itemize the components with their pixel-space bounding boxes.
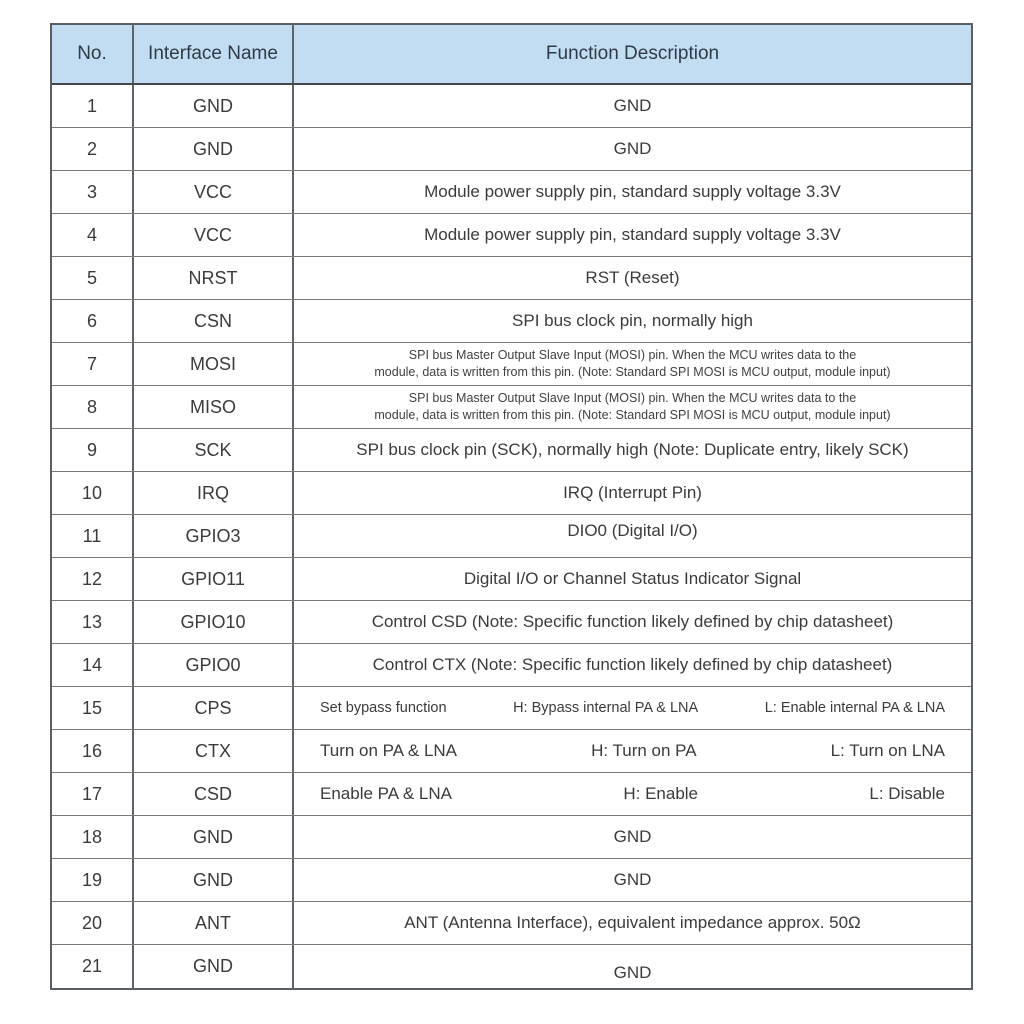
interface-name-cell: VCC xyxy=(134,214,294,256)
pin-number-cell: 10 xyxy=(52,472,134,514)
description-line: SPI bus Master Output Slave Input (MOSI) pin. When the MCU writes data to the xyxy=(408,391,857,406)
pin-number-cell: 5 xyxy=(52,257,134,299)
function-description-cell: SPI bus clock pin, normally high xyxy=(512,311,753,331)
function-description-cell xyxy=(294,730,971,772)
interface-name-cell: GND xyxy=(134,816,294,858)
description-segment: H: Turn on PA xyxy=(591,741,697,761)
pin-number-cell: 6 xyxy=(52,300,134,342)
pin-number-cell: 2 xyxy=(52,128,134,170)
interface-name-cell: GND xyxy=(134,859,294,901)
function-description-cell: Control CTX (Note: Specific function likely defined by chip datasheet) xyxy=(372,655,893,675)
description-line: SPI bus Master Output Slave Input (MOSI) pin. When the MCU writes data to the xyxy=(408,348,857,363)
pin-number-cell: 21 xyxy=(52,945,134,988)
table-row xyxy=(52,773,971,816)
function-description-cell: Control CSD (Note: Specific function likely defined by chip datasheet) xyxy=(371,612,894,632)
table-row xyxy=(52,859,971,902)
table-row xyxy=(52,85,971,128)
pin-number-cell: 3 xyxy=(52,171,134,213)
pin-function-table xyxy=(50,23,973,990)
pin-number-cell: 14 xyxy=(52,644,134,686)
interface-name-cell: CSD xyxy=(134,773,294,815)
function-description-cell: GND xyxy=(613,139,652,159)
interface-name-cell: MOSI xyxy=(134,343,294,385)
header-no: No. xyxy=(52,25,134,83)
table-row xyxy=(52,343,971,386)
pin-number-cell: 16 xyxy=(52,730,134,772)
function-description-cell: SPI bus clock pin (SCK), normally high (Note: Duplicate entry, likely SCK) xyxy=(356,440,909,460)
header-description: Function Description xyxy=(545,43,720,65)
pin-number-cell: 7 xyxy=(52,343,134,385)
table-row xyxy=(52,128,971,171)
pin-number-cell: 11 xyxy=(52,515,134,557)
pin-number-cell: 8 xyxy=(52,386,134,428)
pin-number-cell: 9 xyxy=(52,429,134,471)
interface-name-cell: GPIO3 xyxy=(134,515,294,557)
description-line: module, data is written from this pin. (Note: Standard SPI MOSI is MCU output, module input) xyxy=(374,365,891,379)
header-interface: Interface Name xyxy=(134,25,294,83)
pin-number-cell: 1 xyxy=(52,85,134,127)
function-description-cell xyxy=(294,386,971,428)
function-description-cell: Module power supply pin, standard supply voltage 3.3V xyxy=(424,182,841,202)
interface-name-cell: GND xyxy=(134,85,294,127)
description-segment: H: Enable xyxy=(623,784,699,804)
interface-name-cell: SCK xyxy=(134,429,294,471)
table-row xyxy=(52,171,971,214)
description-segment: Set bypass function xyxy=(320,699,447,716)
table-row xyxy=(52,601,971,644)
table-row xyxy=(52,816,971,859)
pin-number-cell: 4 xyxy=(52,214,134,256)
table-row xyxy=(52,687,971,730)
pin-number-cell: 20 xyxy=(52,902,134,944)
table-row xyxy=(52,558,971,601)
function-description-cell: DIO0 (Digital I/O) xyxy=(567,521,698,540)
function-description-cell xyxy=(294,687,971,729)
function-description-cell xyxy=(294,773,971,815)
pin-number-cell: 13 xyxy=(52,601,134,643)
function-description-cell: ANT (Antenna Interface), equivalent impedance approx. 50Ω xyxy=(404,913,861,933)
function-description-cell: Module power supply pin, standard supply voltage 3.3V xyxy=(424,225,841,245)
table-row xyxy=(52,472,971,515)
description-line: module, data is written from this pin. (Note: Standard SPI MOSI is MCU output, module input) xyxy=(374,408,891,422)
function-description-cell: GND xyxy=(613,827,652,847)
table-header-row xyxy=(52,25,971,85)
pin-number-cell: 15 xyxy=(52,687,134,729)
table-row xyxy=(52,515,971,558)
table-row xyxy=(52,644,971,687)
description-segment: L: Enable internal PA & LNA xyxy=(764,699,945,716)
interface-name-cell: CPS xyxy=(134,687,294,729)
interface-name-cell: ANT xyxy=(134,902,294,944)
interface-name-cell: VCC xyxy=(134,171,294,213)
description-segment: H: Bypass internal PA & LNA xyxy=(513,699,699,716)
table-row xyxy=(52,386,971,429)
interface-name-cell: NRST xyxy=(134,257,294,299)
table-row xyxy=(52,902,971,945)
interface-name-cell: CTX xyxy=(134,730,294,772)
pin-number-cell: 18 xyxy=(52,816,134,858)
interface-name-cell: GPIO11 xyxy=(134,558,294,600)
table-body xyxy=(52,85,971,988)
function-description-cell: GND xyxy=(613,963,652,983)
description-segment: Turn on PA & LNA xyxy=(320,741,458,761)
function-description-cell: GND xyxy=(613,870,652,890)
function-description-cell: Digital I/O or Channel Status Indicator Signal xyxy=(463,569,802,589)
pin-number-cell: 12 xyxy=(52,558,134,600)
table-row xyxy=(52,429,971,472)
interface-name-cell: CSN xyxy=(134,300,294,342)
interface-name-cell: IRQ xyxy=(134,472,294,514)
description-segment: L: Disable xyxy=(869,784,945,804)
table-row xyxy=(52,945,971,988)
interface-name-cell: GPIO10 xyxy=(134,601,294,643)
function-description-cell: GND xyxy=(613,96,652,116)
function-description-cell xyxy=(294,343,971,385)
table-row xyxy=(52,730,971,773)
table-row xyxy=(52,300,971,343)
table-row xyxy=(52,214,971,257)
interface-name-cell: GND xyxy=(134,128,294,170)
interface-name-cell: MISO xyxy=(134,386,294,428)
interface-name-cell: GND xyxy=(134,945,294,988)
function-description-cell: IRQ (Interrupt Pin) xyxy=(563,483,702,503)
pin-number-cell: 17 xyxy=(52,773,134,815)
table-row xyxy=(52,257,971,300)
description-segment: L: Turn on LNA xyxy=(830,741,945,761)
pin-number-cell: 19 xyxy=(52,859,134,901)
function-description-cell: RST (Reset) xyxy=(585,268,680,288)
interface-name-cell: GPIO0 xyxy=(134,644,294,686)
description-segment: Enable PA & LNA xyxy=(320,784,452,804)
